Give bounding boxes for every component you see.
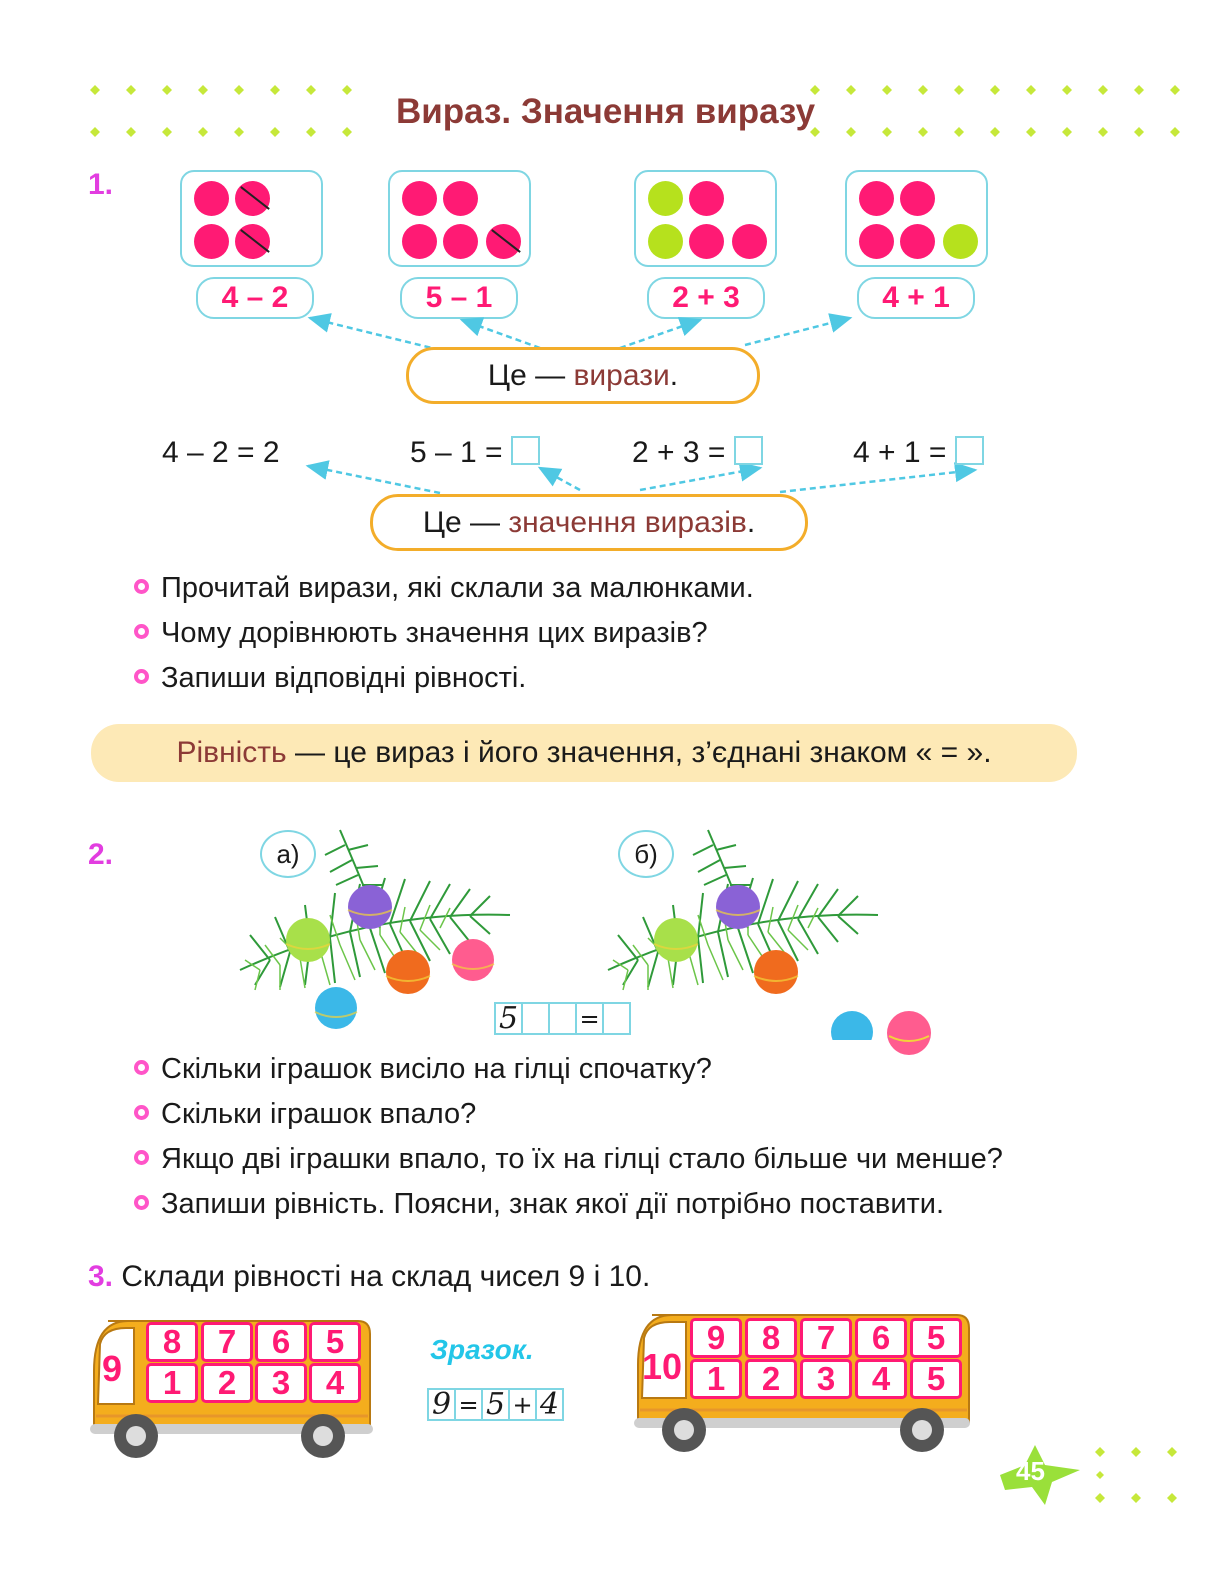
bullet-icon — [134, 579, 149, 594]
bus-number: 5 — [309, 1322, 361, 1362]
equality-text: 4 + 1 = — [853, 436, 947, 469]
decor-star-icon — [1095, 1493, 1105, 1503]
bus-number: 4 — [309, 1363, 361, 1403]
equality-4 — [853, 436, 984, 470]
bus-total: 9 — [102, 1348, 123, 1389]
decor-star-icon — [1131, 1447, 1141, 1457]
exercise-1-number: 1. — [88, 168, 114, 201]
bullet-icon — [134, 1060, 149, 1075]
answer-cell[interactable] — [602, 1002, 631, 1035]
label-b: б) — [618, 830, 674, 878]
answer-cell[interactable] — [521, 1002, 550, 1035]
bus-9 — [88, 1316, 373, 1466]
bus-number: 7 — [201, 1322, 253, 1362]
bus-number: 6 — [255, 1322, 307, 1362]
bus-number: 3 — [255, 1363, 307, 1403]
answer-box[interactable] — [511, 436, 540, 465]
expression-pill-4: 4 + 1 — [857, 277, 975, 319]
bullet-text: Якщо дві іграшки впало, то їх на гілці стало більше чи менше? — [161, 1143, 1003, 1175]
bottom-decoration — [1080, 1440, 1190, 1510]
bus-number: 4 — [855, 1359, 907, 1399]
bullet-text: Скільки іграшок висіло на гілці спочатку? — [161, 1053, 712, 1085]
bullet-item — [134, 572, 754, 605]
sample-cell: = — [454, 1388, 483, 1421]
bullet-icon — [134, 624, 149, 639]
bullet-icon — [134, 1195, 149, 1210]
note-prefix: Це — — [422, 506, 509, 539]
bus-total: 10 — [642, 1346, 683, 1387]
exercise-2-number: 2. — [88, 838, 114, 871]
answer-box[interactable] — [734, 436, 763, 465]
answer-cell[interactable] — [548, 1002, 577, 1035]
sample-title: Зразок. — [430, 1334, 534, 1365]
sample-cell: 4 — [535, 1388, 564, 1421]
bullet-item — [134, 662, 526, 695]
expression-pill-3: 2 + 3 — [647, 277, 765, 319]
bus-number: 8 — [146, 1322, 198, 1362]
expression-pill-1: 4 – 2 — [196, 277, 314, 319]
equality-text: 5 – 1 = — [410, 436, 503, 469]
answer-cell[interactable]: = — [575, 1002, 604, 1035]
answer-box[interactable] — [955, 436, 984, 465]
bus-number: 6 — [855, 1318, 907, 1358]
bullet-icon — [134, 669, 149, 684]
fallen-toy-pink — [884, 1008, 934, 1058]
label-a: а) — [260, 830, 316, 878]
bullet-icon — [134, 1150, 149, 1165]
bullet-item — [134, 617, 708, 650]
bullet-item — [134, 1143, 1003, 1176]
bullet-text: Запиши рівність. Поясни, знак якої дії потрібно поставити. — [161, 1188, 945, 1220]
decor-star-icon — [1131, 1493, 1141, 1503]
note-accent: значення виразів — [508, 506, 747, 539]
answer-cells-ex2 — [494, 1002, 629, 1035]
bus-number: 2 — [745, 1359, 797, 1399]
note-accent: вирази — [573, 359, 670, 392]
sample-cell: 9 — [427, 1388, 456, 1421]
bullet-text: Запиши відповідні рівності. — [161, 662, 527, 694]
exercise-3-task: Склади рівності на склад чисел 9 і 10. — [113, 1260, 651, 1293]
bus-number: 5 — [910, 1359, 962, 1399]
equality-3 — [632, 436, 763, 470]
note-expressions — [406, 347, 760, 404]
bus-10 — [632, 1310, 972, 1460]
sample-cell: 5 — [481, 1388, 510, 1421]
bus-number: 7 — [800, 1318, 852, 1358]
bullet-icon — [134, 1105, 149, 1120]
note-suffix: . — [746, 506, 756, 539]
rule-term: Рівність — [176, 736, 287, 769]
exercise-3-number: 3. — [88, 1260, 114, 1293]
equality-text: 2 + 3 = — [632, 436, 726, 469]
bullet-item — [134, 1053, 712, 1086]
expression-pill-2: 5 – 1 — [400, 277, 518, 319]
bullet-item — [134, 1188, 944, 1221]
decor-star-icon — [1095, 1447, 1105, 1457]
bullet-text: Чому дорівнюють значення цих виразів? — [161, 617, 708, 649]
bullet-text: Прочитай вирази, які склали за малюнками. — [161, 572, 754, 604]
decor-star-icon — [1167, 1447, 1177, 1457]
page-title: Вираз. Значення виразу — [395, 92, 816, 131]
exercise-3-heading — [88, 1260, 650, 1294]
sample-cells — [427, 1388, 562, 1421]
decor-star-icon — [1167, 1493, 1177, 1503]
bus-number: 2 — [201, 1363, 253, 1403]
equality-2 — [410, 436, 540, 470]
rule-definition — [91, 724, 1077, 782]
page-number: 45 — [1016, 1456, 1045, 1486]
note-prefix: Це — — [487, 359, 574, 392]
bullet-item — [134, 1098, 476, 1131]
answer-cell[interactable]: 5 — [494, 1002, 523, 1035]
equality-text: 4 – 2 = 2 — [162, 436, 280, 469]
bus-number: 5 — [910, 1318, 962, 1358]
decor-star-icon — [1096, 1471, 1104, 1479]
bus-number: 1 — [146, 1363, 198, 1403]
note-values — [370, 494, 808, 551]
sample-cell: + — [508, 1388, 537, 1421]
bus-number: 8 — [745, 1318, 797, 1358]
bullet-text: Скільки іграшок впало? — [161, 1098, 477, 1130]
bus-number: 1 — [690, 1359, 742, 1399]
bus-number: 9 — [690, 1318, 742, 1358]
connector-arrows — [0, 0, 1211, 560]
equality-1 — [162, 436, 280, 470]
bus-number: 3 — [800, 1359, 852, 1399]
rule-text: — це вираз і його значення, з’єднані знаком « = ». — [286, 736, 992, 769]
note-suffix: . — [669, 359, 679, 392]
